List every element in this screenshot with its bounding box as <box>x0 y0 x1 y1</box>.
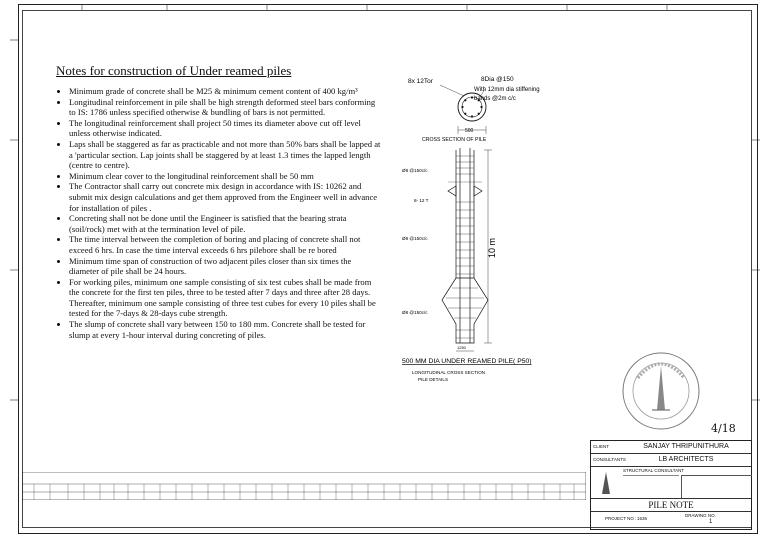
pile-ties <box>446 156 484 338</box>
drawing-title: PILE NOTE <box>648 500 694 510</box>
right-grid-ticks <box>752 10 762 528</box>
client-row <box>591 441 751 454</box>
client-label: CLIENT <box>593 444 610 449</box>
mid-ties-label: Ø8 @150c/c <box>402 236 428 241</box>
consultants-label: CONSULTANTS <box>593 457 626 462</box>
note-item: • The longitudinal reinforcement shall project 50 times its diameter above cut off level unless otherwise indicated. <box>69 118 381 139</box>
cs-tie-label: 8Dia @150 <box>481 76 514 83</box>
revision-table <box>22 472 586 500</box>
cs-dia-label: 500 <box>465 128 474 134</box>
pile-sub2: PILE DETAILS <box>418 377 449 382</box>
cs-bars-label: 8x 12Tor <box>408 78 433 85</box>
note-item: • Minimum time span of construction of two adjacent piles closer than six times the diameter of pile shall be 24 hours. <box>69 256 381 277</box>
note-item: • Longitudinal reinforcement in pile shall be high strength deformed steel bars conforming to IS: 1786 unless specified otherwise & bundling of bars is not permitted. <box>69 97 381 118</box>
note-item: • Laps shall be staggered as far as practicable and not more than 50% bars shall be lapped at a 'particular section. Lap joints shall be staggered by at least 1.3 times the lapped length (centre to centre). <box>69 139 381 171</box>
drawing-title-row <box>591 499 751 512</box>
project-no: 1536 <box>637 516 648 521</box>
note-item: • Concreting shall not be done until the Engineer is satisfied that the bearing strata (soil/rock) met with at the termination level of pile. <box>69 213 381 234</box>
approval-grid <box>681 475 752 498</box>
longitudinal-pile-figure <box>442 148 488 343</box>
project-no-label: PROJECT NO : <box>605 516 637 521</box>
notes-list <box>56 86 381 340</box>
note-item: • The slump of concrete shall vary between 150 to 180 mm. Concrete shall be tested for slump at every 1-hour interval during concreting of piles. <box>69 319 381 340</box>
consultant-logo-icon <box>595 470 617 496</box>
bottom-dim-label: 1250 <box>457 345 466 350</box>
cs-title: CROSS SECTION OF PILE <box>422 137 487 143</box>
bottom-ties-label: Ø8 @150c/c <box>402 310 428 315</box>
drawing-no: 1 <box>709 519 713 525</box>
note-item: • Minimum grade of concrete shall be M25 & minimum cement content of 400 kg/m³ <box>69 86 381 97</box>
note-item: • Minimum clear cover to the longitudinal reinforcement shall be 50 mm <box>69 171 381 182</box>
length-label: 10 m <box>487 237 497 258</box>
bars-side-label: 8- 12 T <box>414 198 429 203</box>
numbers-row <box>591 512 751 531</box>
structural-details-box <box>623 475 679 498</box>
pile-main-title: 500 MM DIA UNDER REAMED PILE( P50) <box>402 358 532 365</box>
drawing-no-label: DRAWING NO. <box>685 513 716 518</box>
structural-row <box>591 467 751 499</box>
client-name: SANJAY THRIPUNITHURA <box>643 443 729 450</box>
cs-stiff-line1: With 12mm dia stiffening <box>474 87 540 93</box>
cs-stiff-line2: bands @2m c/c <box>474 96 516 102</box>
note-item: • The time interval between the completion of boring and placing of concrete shall not exceed 6 hrs. In case the time interval exceeds 6 hrs pilebore shall be re bored <box>69 234 381 255</box>
consultant-name: LB ARCHITECTS <box>658 456 714 463</box>
structural-label: STRUCTURAL CONSULTANT <box>623 468 685 473</box>
note-item: • The Contractor shall carry out concrete mix design in accordance with IS: 10262 and submit mix design calculations and get them approved from the Engineer well in advance for installation of piles . <box>69 181 381 213</box>
top-ties-label: Ø8 @150c/c <box>402 168 428 173</box>
note-item: • For working piles, minimum one sample consisting of six test cubes shall be made from the concrete for the first ten piles, three to be tested after 7 days and three after 28 days. Thereafter, minimum one sample consisting of three test cubes for every 10 piles shall be tested for the 7-days & 28-days cube strength. <box>69 277 381 319</box>
pile-drawing <box>400 68 560 388</box>
top-grid-ticks <box>22 4 752 10</box>
consultant-row <box>591 454 751 467</box>
handwritten-page-number: 4/18 <box>711 422 736 435</box>
left-grid-ticks <box>10 10 18 528</box>
consultant-seal-stamp <box>618 348 704 434</box>
title-block <box>590 440 752 530</box>
notes-title: Notes for construction of Under reamed piles <box>56 63 292 78</box>
pile-sub1: LONGITUDINAL CROSS SECTION <box>412 370 486 375</box>
